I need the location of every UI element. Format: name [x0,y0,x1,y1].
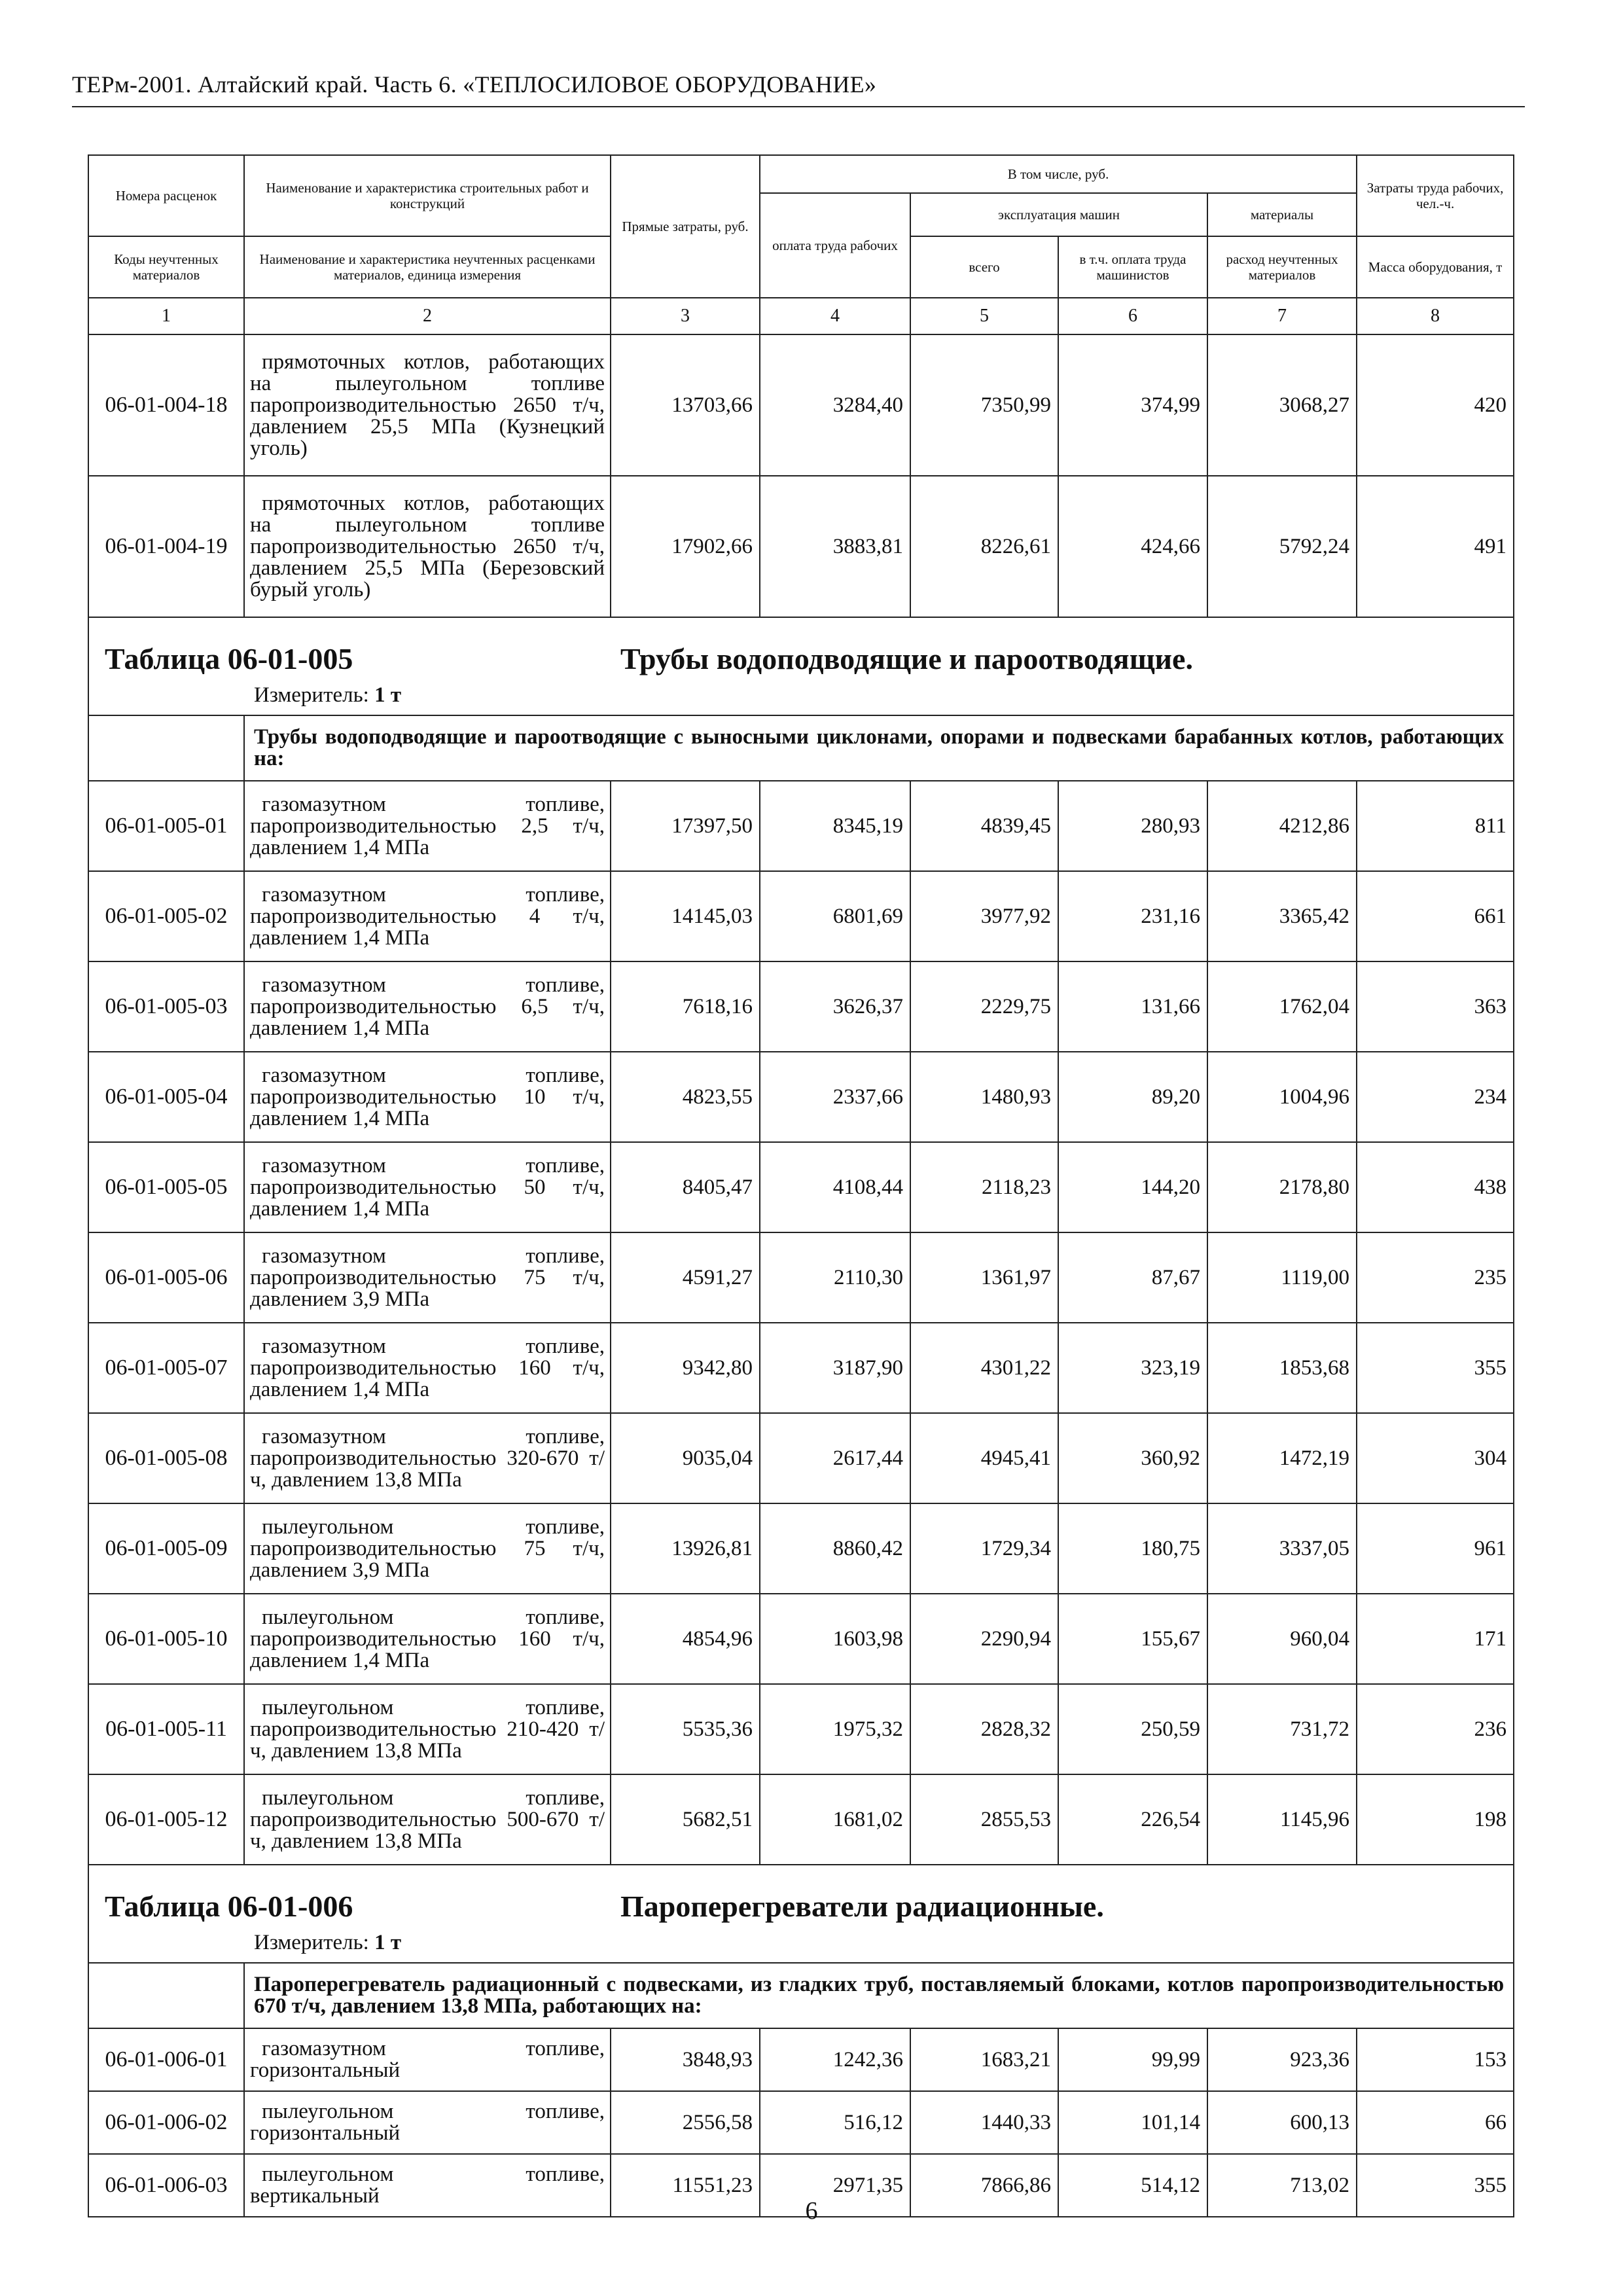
rate-code: 06-01-005-07 [88,1323,244,1413]
unit-value: 1 т [374,1931,402,1954]
labor-hours: 153 [1357,2028,1514,2091]
work-description: газомазутном топливе, горизонтальный [244,2028,611,2091]
col-header-machines-total: всего [910,236,1058,298]
table-row [88,1774,1514,1865]
labor-cost: 3883,81 [760,476,910,617]
work-description: газомазутном топливе, паропроизводительностью 4 т/ч, давлением 1,4 МПа [244,871,611,961]
col-header-material-name: Наименование и характеристика неучтенных расценками материалов, единица измерения [244,236,611,298]
machinist-labor-cost: 280,93 [1058,781,1207,871]
work-description: пылеугольном топливе, паропроизводительностью 500-670 т/ч, давлением 13,8 МПа [244,1774,611,1865]
rate-code: 06-01-005-02 [88,871,244,961]
work-description: пылеугольном топливе, паропроизводительностью 160 т/ч, давлением 1,4 МПа [244,1594,611,1684]
labor-cost: 3187,90 [760,1323,910,1413]
unit-value: 1 т [374,683,402,707]
section-title: Таблица 06-01-006 [105,1890,353,1923]
machine-cost: 4839,45 [910,781,1058,871]
materials-cost: 5792,24 [1207,476,1357,617]
rate-code: 06-01-005-12 [88,1774,244,1865]
col-number: 6 [1058,298,1207,334]
machinist-labor-cost: 99,99 [1058,2028,1207,2091]
labor-hours: 66 [1357,2091,1514,2154]
labor-cost: 3626,37 [760,961,910,1052]
machine-cost: 4301,22 [910,1323,1058,1413]
machine-cost: 1480,93 [910,1052,1058,1142]
col-number: 3 [611,298,760,334]
table-row [88,1503,1514,1594]
machine-cost: 2118,23 [910,1142,1058,1232]
materials-cost: 3337,05 [1207,1503,1357,1594]
machine-cost: 2828,32 [910,1684,1058,1774]
machinist-labor-cost: 360,92 [1058,1413,1207,1503]
col-number: 8 [1357,298,1514,334]
machinist-labor-cost: 250,59 [1058,1684,1207,1774]
labor-cost: 1242,36 [760,2028,910,2091]
rate-code: 06-01-005-05 [88,1142,244,1232]
machinist-labor-cost: 514,12 [1058,2154,1207,2217]
direct-cost: 11551,23 [611,2154,760,2217]
machinist-labor-cost: 131,66 [1058,961,1207,1052]
work-description: пылеугольном топливе, паропроизводительностью 210-420 т/ч, давлением 13,8 МПа [244,1684,611,1774]
labor-hours: 355 [1357,1323,1514,1413]
materials-cost: 1119,00 [1207,1232,1357,1323]
machine-cost: 2290,94 [910,1594,1058,1684]
direct-cost: 4854,96 [611,1594,760,1684]
labor-hours: 438 [1357,1142,1514,1232]
materials-cost: 960,04 [1207,1594,1357,1684]
work-description: газомазутном топливе, паропроизводительностью 75 т/ч, давлением 3,9 МПа [244,1232,611,1323]
direct-cost: 13926,81 [611,1503,760,1594]
table-row [88,1413,1514,1503]
direct-cost: 5682,51 [611,1774,760,1865]
direct-cost: 13703,66 [611,334,760,476]
col-header-labor: оплата труда рабочих [760,193,910,298]
machine-cost: 8226,61 [910,476,1058,617]
work-description: газомазутном топливе, паропроизводительностью 6,5 т/ч, давлением 1,4 МПа [244,961,611,1052]
machine-cost: 7350,99 [910,334,1058,476]
machinist-labor-cost: 424,66 [1058,476,1207,617]
machinist-labor-cost: 101,14 [1058,2091,1207,2154]
rate-code: 06-01-005-03 [88,961,244,1052]
labor-cost: 4108,44 [760,1142,910,1232]
col-header-machines: эксплуатация машин [910,193,1207,236]
col-header-codes: Номера расценок [88,155,244,236]
unit-label: Измеритель: [254,683,369,707]
rate-code: 06-01-005-06 [88,1232,244,1323]
direct-cost: 17902,66 [611,476,760,617]
labor-hours: 198 [1357,1774,1514,1865]
materials-cost: 600,13 [1207,2091,1357,2154]
materials-cost: 1762,04 [1207,961,1357,1052]
col-number: 4 [760,298,910,334]
labor-cost: 2110,30 [760,1232,910,1323]
machinist-labor-cost: 231,16 [1058,871,1207,961]
work-description: газомазутном топливе, паропроизводительностью 320-670 т/ч, давлением 13,8 МПа [244,1413,611,1503]
rate-code: 06-01-005-04 [88,1052,244,1142]
machine-cost: 2855,53 [910,1774,1058,1865]
labor-hours: 171 [1357,1594,1514,1684]
page-header-title: ТЕРм-2001. Алтайский край. Часть 6. «ТЕПЛОСИЛОВОЕ ОБОРУДОВАНИЕ» [72,71,877,98]
col-header-name: Наименование и характеристика строительных работ и конструкций [244,155,611,236]
rate-code: 06-01-006-02 [88,2091,244,2154]
direct-cost: 8405,47 [611,1142,760,1232]
machine-cost: 1729,34 [910,1503,1058,1594]
labor-hours: 236 [1357,1684,1514,1774]
machinist-labor-cost: 155,67 [1058,1594,1207,1684]
col-number: 1 [88,298,244,334]
table-row [88,1594,1514,1684]
col-header-machinist-labor: в т.ч. оплата труда машинистов [1058,236,1207,298]
col-header-equipment-mass: Масса оборудования, т [1357,236,1514,298]
rate-code: 06-01-006-01 [88,2028,244,2091]
rate-code: 06-01-005-10 [88,1594,244,1684]
labor-cost: 1603,98 [760,1594,910,1684]
labor-cost: 2971,35 [760,2154,910,2217]
labor-cost: 2617,44 [760,1413,910,1503]
work-description: пылеугольном топливе, горизонтальный [244,2091,611,2154]
labor-hours: 304 [1357,1413,1514,1503]
labor-hours: 235 [1357,1232,1514,1323]
table-row [88,871,1514,961]
materials-cost: 1004,96 [1207,1052,1357,1142]
machinist-labor-cost: 323,19 [1058,1323,1207,1413]
machinist-labor-cost: 226,54 [1058,1774,1207,1865]
machine-cost: 1683,21 [910,2028,1058,2091]
direct-cost: 14145,03 [611,871,760,961]
direct-cost: 7618,16 [611,961,760,1052]
group-code-cell [88,715,244,781]
table-row [88,781,1514,871]
labor-hours: 363 [1357,961,1514,1052]
direct-cost: 5535,36 [611,1684,760,1774]
rate-code: 06-01-004-19 [88,476,244,617]
table-section-header [88,617,1514,715]
table-row [88,1142,1514,1232]
table-row [88,1684,1514,1774]
table-row [88,961,1514,1052]
col-number: 5 [910,298,1058,334]
direct-cost: 9035,04 [611,1413,760,1503]
labor-cost: 1681,02 [760,1774,910,1865]
machine-cost: 7866,86 [910,2154,1058,2217]
col-number: 2 [244,298,611,334]
materials-cost: 1145,96 [1207,1774,1357,1865]
col-header-material-codes: Коды неучтенных материалов [88,236,244,298]
group-code-cell [88,1963,244,2028]
work-description: газомазутном топливе, паропроизводительностью 10 т/ч, давлением 1,4 МПа [244,1052,611,1142]
work-description: пылеугольном топливе, вертикальный [244,2154,611,2217]
labor-cost: 8345,19 [760,781,910,871]
table-row [88,334,1514,476]
machine-cost: 3977,92 [910,871,1058,961]
table-row [88,1232,1514,1323]
labor-cost: 516,12 [760,2091,910,2154]
table-row [88,1323,1514,1413]
table-row [88,476,1514,617]
rate-code: 06-01-004-18 [88,334,244,476]
header-divider [72,106,1525,107]
machinist-labor-cost: 180,75 [1058,1503,1207,1594]
direct-cost: 4591,27 [611,1232,760,1323]
materials-cost: 923,36 [1207,2028,1357,2091]
group-description: Пароперегреватель радиационный с подвесками, из гладких труб, поставляемый блоками, котлов паропроизводительностью 670 т/ч, давлением 13,8 МПа, работающих на: [244,1963,1514,2028]
group-header-row [88,1963,1514,2028]
work-description: прямоточных котлов, работающих на пылеугольном топливе паропроизводительностью 2650 т/ч, давлением 25,5 МПа (Кузнецкий уголь) [244,334,611,476]
rate-code: 06-01-006-03 [88,2154,244,2217]
col-header-including: В том числе, руб. [760,155,1357,193]
direct-cost: 2556,58 [611,2091,760,2154]
labor-cost: 1975,32 [760,1684,910,1774]
labor-hours: 811 [1357,781,1514,871]
group-header-row [88,715,1514,781]
labor-cost: 6801,69 [760,871,910,961]
direct-cost: 4823,55 [611,1052,760,1142]
direct-cost: 17397,50 [611,781,760,871]
section-name: Трубы водоподводящие и пароотводящие. [620,642,1193,675]
labor-cost: 2337,66 [760,1052,910,1142]
materials-cost: 713,02 [1207,2154,1357,2217]
price-table [88,154,1514,2217]
machine-cost: 4945,41 [910,1413,1058,1503]
col-header-materials: материалы [1207,193,1357,236]
materials-cost: 1472,19 [1207,1413,1357,1503]
work-description: пылеугольном топливе, паропроизводительностью 75 т/ч, давлением 3,9 МПа [244,1503,611,1594]
machine-cost: 1440,33 [910,2091,1058,2154]
group-description: Трубы водоподводящие и пароотводящие с выносными циклонами, опорами и подвесками барабанных котлов, работающих на: [244,715,1514,781]
materials-cost: 1853,68 [1207,1323,1357,1413]
col-header-labor-hours: Затраты труда рабочих, чел.-ч. [1357,155,1514,236]
rate-code: 06-01-005-01 [88,781,244,871]
labor-hours: 491 [1357,476,1514,617]
table-section-header [88,1865,1514,1963]
table-row [88,1052,1514,1142]
machinist-labor-cost: 374,99 [1058,334,1207,476]
machine-cost: 2229,75 [910,961,1058,1052]
section-name: Пароперегреватели радиационные. [620,1890,1104,1923]
direct-cost: 3848,93 [611,2028,760,2091]
table-row [88,2028,1514,2091]
col-header-direct: Прямые затраты, руб. [611,155,760,298]
labor-cost: 8860,42 [760,1503,910,1594]
machinist-labor-cost: 144,20 [1058,1142,1207,1232]
machinist-labor-cost: 89,20 [1058,1052,1207,1142]
work-description: газомазутном топливе, паропроизводительностью 160 т/ч, давлением 1,4 МПа [244,1323,611,1413]
materials-cost: 3068,27 [1207,334,1357,476]
col-header-material-usage: расход неучтенных материалов [1207,236,1357,298]
page-number: 6 [805,2197,818,2225]
rate-code: 06-01-005-08 [88,1413,244,1503]
labor-hours: 661 [1357,871,1514,961]
machinist-labor-cost: 87,67 [1058,1232,1207,1323]
labor-hours: 961 [1357,1503,1514,1594]
work-description: газомазутном топливе, паропроизводительностью 2,5 т/ч, давлением 1,4 МПа [244,781,611,871]
materials-cost: 3365,42 [1207,871,1357,961]
labor-hours: 355 [1357,2154,1514,2217]
table-row [88,2091,1514,2154]
col-number: 7 [1207,298,1357,334]
work-description: прямоточных котлов, работающих на пылеугольном топливе паропроизводительностью 2650 т/ч, давлением 25,5 МПа (Березовский бурый уголь) [244,476,611,617]
direct-cost: 9342,80 [611,1323,760,1413]
labor-hours: 420 [1357,334,1514,476]
machine-cost: 1361,97 [910,1232,1058,1323]
rate-code: 06-01-005-11 [88,1684,244,1774]
materials-cost: 731,72 [1207,1684,1357,1774]
section-title: Таблица 06-01-005 [105,642,353,675]
labor-hours: 234 [1357,1052,1514,1142]
rate-code: 06-01-005-09 [88,1503,244,1594]
section-unit [254,1931,401,1955]
materials-cost: 2178,80 [1207,1142,1357,1232]
unit-label: Измеритель: [254,1931,369,1954]
materials-cost: 4212,86 [1207,781,1357,871]
work-description: газомазутном топливе, паропроизводительностью 50 т/ч, давлением 1,4 МПа [244,1142,611,1232]
labor-cost: 3284,40 [760,334,910,476]
section-unit [254,683,401,708]
